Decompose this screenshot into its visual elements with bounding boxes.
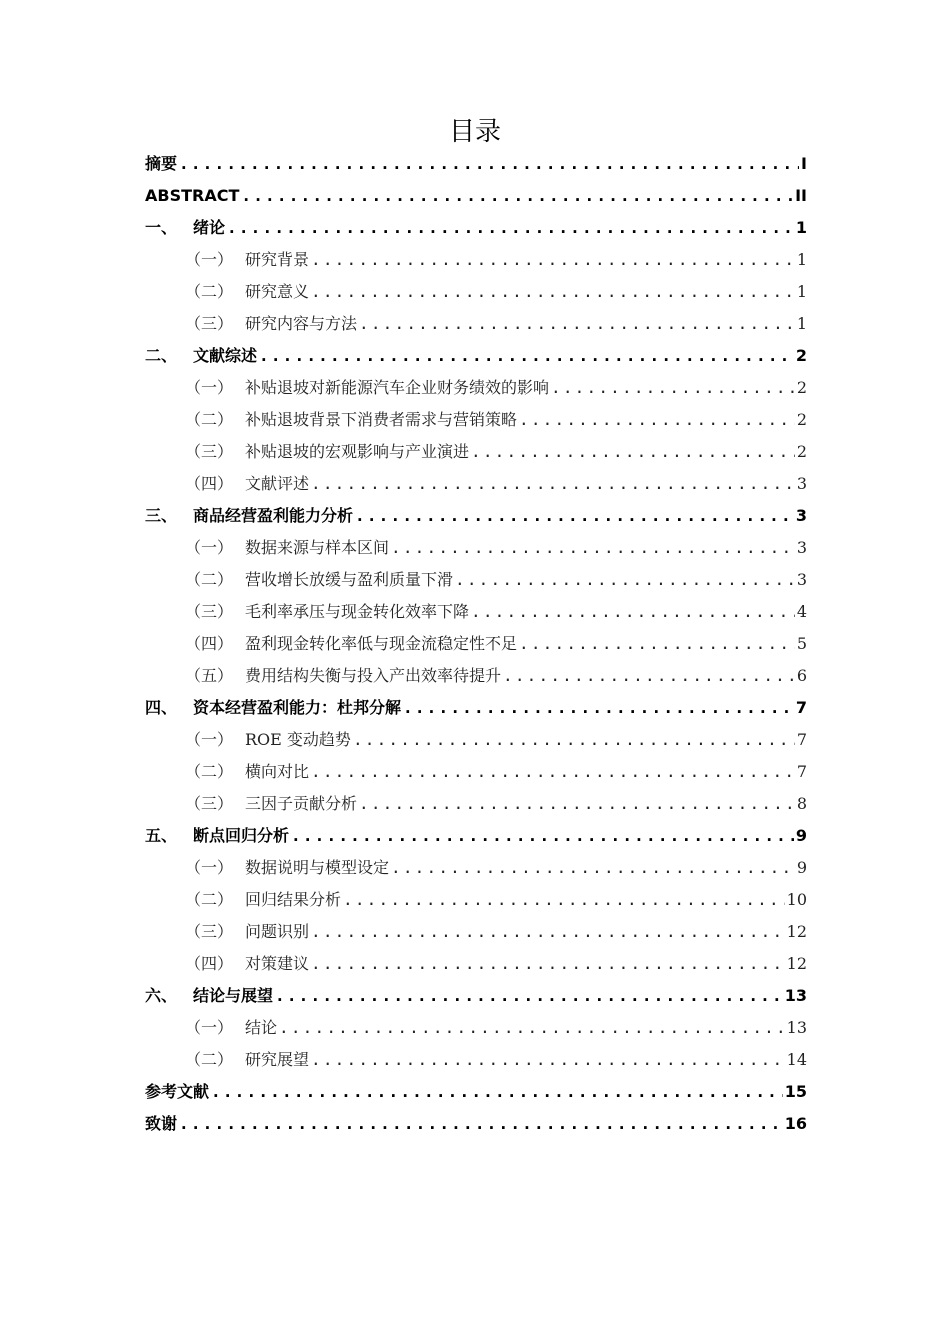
toc-entry-title: 补贴退坡对新能源汽车企业财务绩效的影响 xyxy=(245,378,550,397)
dot-leader xyxy=(311,948,785,980)
toc-entry-page-number: 2 xyxy=(796,410,807,429)
toc-entry-number: 五、 xyxy=(145,826,178,845)
toc-entry[interactable] xyxy=(145,1076,807,1108)
dot-leader xyxy=(391,852,795,884)
toc-entry-number: 一、 xyxy=(145,218,178,237)
toc-entry-number: （一） xyxy=(185,858,234,877)
table-of-contents xyxy=(145,148,807,1140)
toc-entry-page-number: 7 xyxy=(796,730,807,749)
toc-entry-page-number: 6 xyxy=(796,666,807,685)
toc-entry-title: 问题识别 xyxy=(245,922,310,941)
toc-entry-page-number: 1 xyxy=(796,282,807,301)
dot-leader xyxy=(503,660,795,692)
toc-entry-title: 横向对比 xyxy=(245,762,310,781)
toc-entry-title: 研究背景 xyxy=(245,250,310,269)
toc-entry-number: （一） xyxy=(185,1018,234,1037)
toc-entry[interactable] xyxy=(145,468,807,500)
toc-entry[interactable] xyxy=(145,724,807,756)
toc-entry-page-number: 16 xyxy=(784,1114,807,1133)
toc-entry-page-number: 3 xyxy=(796,538,807,557)
toc-entry[interactable] xyxy=(145,500,807,532)
toc-entry-page-number: 15 xyxy=(784,1082,807,1101)
toc-entry-title: 补贴退坡背景下消费者需求与营销策略 xyxy=(245,410,518,429)
toc-entry[interactable] xyxy=(145,148,807,180)
toc-entry-page-number: 2 xyxy=(795,346,807,365)
toc-entry[interactable] xyxy=(145,212,807,244)
toc-entry-number: （五） xyxy=(185,666,234,685)
toc-entry[interactable] xyxy=(145,244,807,276)
toc-entry-title: 文献评述 xyxy=(245,474,310,493)
dot-leader xyxy=(311,244,795,276)
toc-entry[interactable] xyxy=(145,756,807,788)
dot-leader xyxy=(391,532,795,564)
toc-entry-title: 文献综述 xyxy=(193,346,258,365)
dot-leader xyxy=(259,340,794,372)
toc-entry-number: （二） xyxy=(185,890,234,909)
toc-entry[interactable] xyxy=(145,916,807,948)
toc-entry-page-number: 12 xyxy=(786,954,807,973)
toc-entry-page-number: 13 xyxy=(784,986,807,1005)
toc-entry-page-number: 3 xyxy=(796,570,807,589)
dot-leader xyxy=(227,212,794,244)
dot-leader xyxy=(343,884,785,916)
toc-entry-page-number: 2 xyxy=(796,442,807,461)
toc-entry[interactable] xyxy=(145,660,807,692)
page-title: 目录 xyxy=(448,117,501,147)
toc-entry-title: 数据来源与样本区间 xyxy=(245,538,390,557)
toc-entry-title: 补贴退坡的宏观影响与产业演进 xyxy=(245,442,470,461)
toc-entry[interactable] xyxy=(145,1044,807,1076)
toc-entry-page-number: 13 xyxy=(786,1018,807,1037)
toc-entry-number: （一） xyxy=(185,250,234,269)
toc-entry-title: 费用结构失衡与投入产出效率待提升 xyxy=(245,666,502,685)
toc-entry-page-number: 7 xyxy=(795,698,807,717)
toc-entry-title: 研究内容与方法 xyxy=(245,314,358,333)
toc-entry-number: 三、 xyxy=(145,506,178,525)
toc-entry-number: 二、 xyxy=(145,346,178,365)
toc-entry[interactable] xyxy=(145,404,807,436)
toc-entry[interactable] xyxy=(145,692,807,724)
toc-entry-title: 营收增长放缓与盈利质量下滑 xyxy=(245,570,454,589)
toc-entry-number: （四） xyxy=(185,634,234,653)
toc-entry[interactable] xyxy=(145,276,807,308)
dot-leader xyxy=(311,468,795,500)
toc-entry-number: （二） xyxy=(185,1050,234,1069)
toc-entry-title: ABSTRACT xyxy=(145,186,240,205)
toc-entry[interactable] xyxy=(145,948,807,980)
toc-entry-number: 六、 xyxy=(145,986,178,1005)
toc-entry[interactable] xyxy=(145,884,807,916)
dot-leader xyxy=(551,372,795,404)
toc-entry-title: 绪论 xyxy=(193,218,226,237)
dot-leader xyxy=(359,308,795,340)
dot-leader xyxy=(359,788,795,820)
toc-entry-title: 数据说明与模型设定 xyxy=(245,858,390,877)
toc-entry-title: 研究意义 xyxy=(245,282,310,301)
toc-entry-title: 断点回归分析 xyxy=(193,826,290,845)
toc-entry-number: （三） xyxy=(185,922,234,941)
toc-entry[interactable] xyxy=(145,980,807,1012)
toc-entry-number: （三） xyxy=(185,794,234,813)
toc-entry-number: （三） xyxy=(185,314,234,333)
toc-entry-title: 结论与展望 xyxy=(193,986,274,1005)
toc-entry-number: （一） xyxy=(185,730,234,749)
toc-entry-page-number: II xyxy=(795,186,807,205)
toc-entry-page-number: 7 xyxy=(796,762,807,781)
toc-entry-page-number: I xyxy=(801,154,807,173)
toc-entry[interactable] xyxy=(145,628,807,660)
toc-entry[interactable] xyxy=(145,596,807,628)
dot-leader xyxy=(279,1012,785,1044)
dot-leader xyxy=(471,436,795,468)
dot-leader xyxy=(519,404,795,436)
toc-entry-page-number: 3 xyxy=(795,506,807,525)
toc-entry-title: 毛利率承压与现金转化效率下降 xyxy=(245,602,470,621)
toc-entry-page-number: 8 xyxy=(796,794,807,813)
toc-entry-number: （三） xyxy=(185,442,234,461)
toc-entry-page-number: 9 xyxy=(795,826,807,845)
toc-entry-title: 商品经营盈利能力分析 xyxy=(193,506,354,525)
dot-leader xyxy=(311,756,795,788)
toc-entry-title: 回归结果分析 xyxy=(245,890,342,909)
toc-entry-number: 四、 xyxy=(145,698,178,717)
toc-entry-number: （一） xyxy=(185,538,234,557)
toc-entry[interactable] xyxy=(145,788,807,820)
toc-entry-page-number: 5 xyxy=(796,634,807,653)
dot-leader xyxy=(519,628,795,660)
dot-leader xyxy=(403,692,794,724)
dot-leader xyxy=(211,1076,783,1108)
dot-leader xyxy=(311,276,795,308)
toc-entry[interactable] xyxy=(145,564,807,596)
dot-leader xyxy=(355,500,794,532)
toc-entry-title: 资本经营盈利能力：杜邦分解 xyxy=(193,698,402,717)
toc-entry-title: 致谢 xyxy=(145,1114,178,1133)
toc-entry-number: （三） xyxy=(185,602,234,621)
dot-leader xyxy=(179,1108,783,1140)
toc-entry-page-number: 9 xyxy=(796,858,807,877)
toc-entry-title: 摘要 xyxy=(145,154,178,173)
toc-entry[interactable] xyxy=(145,308,807,340)
toc-entry[interactable] xyxy=(145,820,807,852)
toc-entry-page-number: 2 xyxy=(796,378,807,397)
toc-entry[interactable] xyxy=(145,1012,807,1044)
toc-entry-page-number: 14 xyxy=(786,1050,807,1069)
dot-leader xyxy=(241,180,793,212)
dot-leader xyxy=(275,980,783,1012)
toc-entry-page-number: 12 xyxy=(786,922,807,941)
toc-entry[interactable] xyxy=(145,180,807,212)
dot-leader xyxy=(311,916,785,948)
toc-entry[interactable] xyxy=(145,852,807,884)
toc-entry-number: （二） xyxy=(185,410,234,429)
toc-entry[interactable] xyxy=(145,372,807,404)
dot-leader xyxy=(291,820,794,852)
toc-entry-number: （二） xyxy=(185,282,234,301)
dot-leader xyxy=(471,596,795,628)
toc-entry[interactable] xyxy=(145,532,807,564)
toc-entry-page-number: 1 xyxy=(796,250,807,269)
toc-entry-number: （四） xyxy=(185,954,234,973)
toc-entry[interactable] xyxy=(145,436,807,468)
toc-entry-page-number: 10 xyxy=(786,890,807,909)
toc-entry-title: 盈利现金转化率低与现金流稳定性不足 xyxy=(245,634,518,653)
toc-entry-title: 参考文献 xyxy=(145,1082,210,1101)
toc-entry-number: （二） xyxy=(185,570,234,589)
toc-entry-title: 结论 xyxy=(245,1018,278,1037)
toc-entry-title: 研究展望 xyxy=(245,1050,310,1069)
toc-entry-title: 对策建议 xyxy=(245,954,310,973)
toc-entry-number: （二） xyxy=(185,762,234,781)
dot-leader xyxy=(455,564,795,596)
dot-leader xyxy=(353,724,795,756)
toc-entry-title: ROE 变动趋势 xyxy=(245,730,351,749)
toc-entry-page-number: 1 xyxy=(795,218,807,237)
dot-leader xyxy=(311,1044,785,1076)
toc-entry[interactable] xyxy=(145,340,807,372)
toc-entry[interactable] xyxy=(145,1108,807,1140)
toc-entry-page-number: 3 xyxy=(796,474,807,493)
toc-entry-page-number: 1 xyxy=(796,314,807,333)
toc-entry-number: （一） xyxy=(185,378,234,397)
toc-entry-page-number: 4 xyxy=(796,602,807,621)
dot-leader xyxy=(179,148,799,180)
toc-entry-number: （四） xyxy=(185,474,234,493)
toc-entry-title: 三因子贡献分析 xyxy=(245,794,358,813)
